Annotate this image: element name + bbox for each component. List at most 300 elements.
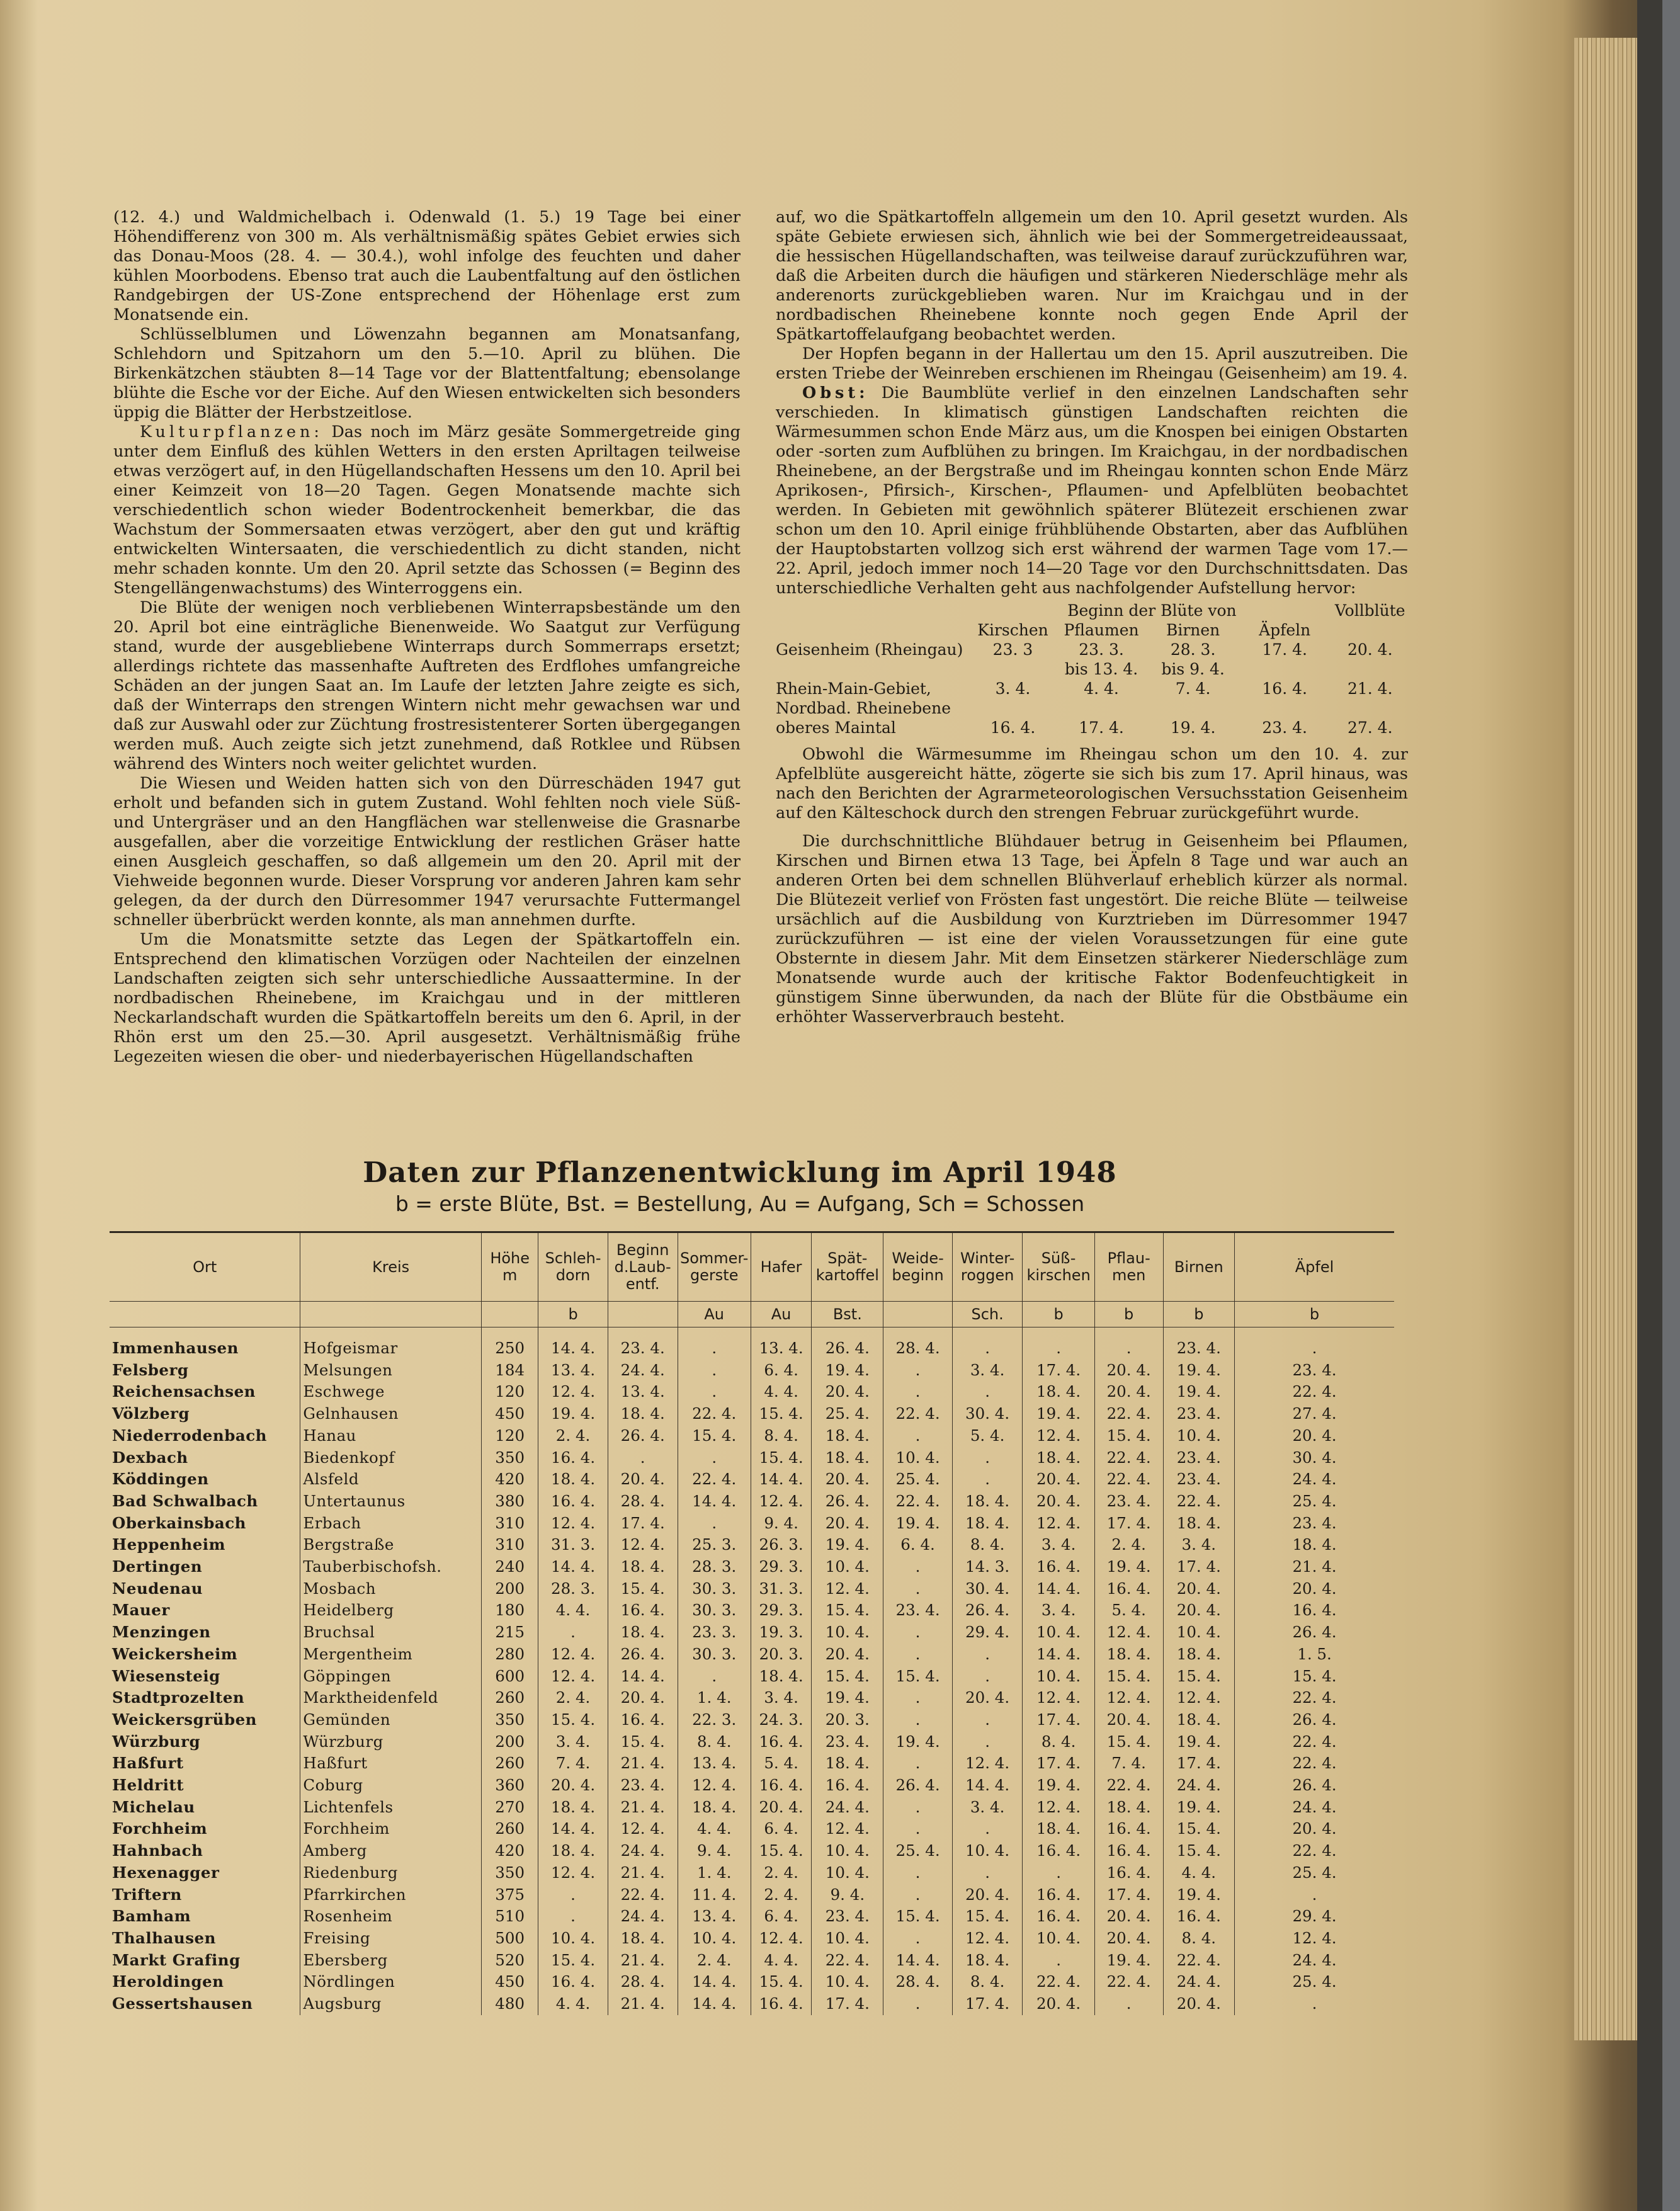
- table-cell: 21. 4.: [1235, 1556, 1394, 1578]
- table-row: [110, 1687, 1394, 1709]
- cell-kreis: Gemünden: [300, 1709, 482, 1731]
- paragraph: Obwohl die Wärmesumme im Rheingau schon um den 10. 4. zur Apfelblüte ausgereicht hätte, zögerte sie sich bis zum 17. April hinaus, was nach den Berichten der Agrarmeteorologischen Versuchsstation Geisenheim auf den Kälteschock durch den strengen Februar zurückgeführt wurde.: [776, 745, 1408, 822]
- table-cell: .: [883, 1884, 952, 1906]
- table-cell: 21. 4.: [608, 1797, 678, 1819]
- table-cell: 22. 3.: [678, 1709, 751, 1731]
- table-row: [110, 1775, 1394, 1797]
- table-cell: 15. 4.: [608, 1578, 678, 1600]
- table-cell: 22. 4.: [1163, 1950, 1235, 1972]
- table-cell: 18. 4.: [608, 1556, 678, 1578]
- table-cell: 10. 4.: [812, 1840, 883, 1862]
- table-cell: 120: [482, 1425, 538, 1447]
- column-unit: [482, 1302, 538, 1327]
- table-cell: 23. 4.: [812, 1906, 883, 1928]
- bloom-value: 4. 4.: [1084, 679, 1119, 698]
- table-cell: 260: [482, 1818, 538, 1840]
- table-row: [110, 1513, 1394, 1535]
- table-cell: 23. 4.: [883, 1600, 952, 1622]
- table-cell: 12. 4.: [952, 1928, 1023, 1950]
- table-cell: 18. 4.: [1235, 1534, 1394, 1556]
- table-cell: 24. 4.: [1235, 1950, 1394, 1972]
- table-cell: 5. 4.: [751, 1753, 811, 1775]
- bloom-value: 16. 4.: [1262, 679, 1307, 698]
- cell-ort: Weickersheim: [112, 1644, 238, 1663]
- table-cell: 12. 4.: [751, 1928, 811, 1950]
- cell-ort: Wiesensteig: [112, 1666, 220, 1685]
- cell-ort: Markt Grafing: [112, 1950, 241, 1969]
- right-column: [776, 208, 1408, 1027]
- table-cell: 22. 4.: [678, 1469, 751, 1491]
- table-cell: 22. 4.: [1094, 1447, 1163, 1469]
- paragraph: auf, wo die Spätkartoffeln allgemein um den 10. April gesetzt wurden. Als späte Gebiete erwiesen sich, ähnlich wie bei der Sommergetreideaussaat, die hessischen Hügellandschaften, was teilweise darauf zurückzuführen war, daß die Arbeiten durch die häufigen und stärkeren Niederschläge mehr als anderenorts zurückgeblieben waren. Nur im Kraichgau und in der nordbadischen Rheinebene konnte noch gegen Ende April der Spätkartoffelaufgang beobachtet werden.: [776, 208, 1408, 344]
- table-cell: 20. 4.: [1023, 1469, 1094, 1491]
- cell-ort: Gessertshausen: [112, 1994, 253, 2013]
- table-row: [110, 1556, 1394, 1578]
- table-row: [110, 1993, 1394, 2015]
- table-cell: 15. 4.: [812, 1666, 883, 1688]
- bloom-row: [776, 718, 1408, 737]
- table-cell: 7. 4.: [1094, 1753, 1163, 1775]
- table-cell: 10. 4.: [812, 1862, 883, 1884]
- table-cell: .: [1094, 1993, 1163, 2015]
- table-cell: .: [952, 1327, 1023, 1360]
- table-cell: 12. 4.: [1023, 1425, 1094, 1447]
- table-row: [110, 1534, 1394, 1556]
- table-cell: 16. 4.: [538, 1491, 608, 1513]
- table-cell: 17. 4.: [1163, 1753, 1235, 1775]
- table-cell: 12. 4.: [1023, 1687, 1094, 1709]
- cell-kreis: Amberg: [300, 1840, 482, 1862]
- table-cell: 16. 4.: [1023, 1556, 1094, 1578]
- table-cell: 600: [482, 1666, 538, 1688]
- table-cell: 20. 3.: [751, 1644, 811, 1666]
- table-cell: 18. 4.: [812, 1753, 883, 1775]
- table-cell: 23. 4.: [812, 1731, 883, 1753]
- table-cell: 10. 4.: [812, 1556, 883, 1578]
- table-cell: 350: [482, 1447, 538, 1469]
- paragraph: Die Wiesen und Weiden hatten sich von den Dürreschäden 1947 gut erholt und befanden sich in gutem Zustand. Wohl fehlten noch viele Süß- und Untergräser und an den Hangflächen war stellenweise die Grasnarbe ausgefallen, aber die vorzeitige Entwicklung der restlichen Gräser hatte einen Ausgleich geschaffen, so daß allgemein um den 20. April mit der Viehweide begonnen wurde. Dieser Vorsprung vor anderen Jahren kam sehr gelegen, da der durch den Dürresommer 1947 verursachte Futtermangel schneller überbrückt werden konnte, als man annehmen durfte.: [113, 774, 741, 929]
- table-cell: 23. 3.: [678, 1622, 751, 1644]
- table-cell: 23. 4.: [1163, 1327, 1235, 1360]
- cell-kreis: Ebersberg: [300, 1950, 482, 1972]
- column-unit: b: [538, 1302, 608, 1327]
- table-cell: .: [952, 1818, 1023, 1840]
- table-cell: 31. 3.: [538, 1534, 608, 1556]
- table-cell: 6. 4.: [751, 1906, 811, 1928]
- cell-kreis: Riedenburg: [300, 1862, 482, 1884]
- table-cell: 22. 4.: [1163, 1491, 1235, 1513]
- cell-ort: Hahnbach: [112, 1841, 203, 1860]
- table-cell: 13. 4.: [538, 1360, 608, 1382]
- table-cell: 16. 4.: [1094, 1818, 1163, 1840]
- table-cell: 22. 4.: [1235, 1731, 1394, 1753]
- table-cell: 20. 4.: [1094, 1360, 1163, 1382]
- table-cell: 22. 4.: [883, 1403, 952, 1425]
- table-cell: .: [678, 1447, 751, 1469]
- table-row: [110, 1469, 1394, 1491]
- table-row: [110, 1906, 1394, 1928]
- cell-ort: Würzburg: [112, 1732, 201, 1751]
- table-cell: 240: [482, 1556, 538, 1578]
- table-cell: .: [883, 1993, 952, 2015]
- table-cell: 20. 4.: [1023, 1491, 1094, 1513]
- table-cell: 15. 4.: [751, 1971, 811, 1993]
- cell-kreis: Würzburg: [300, 1731, 482, 1753]
- table-cell: .: [883, 1862, 952, 1884]
- table-cell: 9. 4.: [751, 1513, 811, 1535]
- table-cell: 26. 4.: [812, 1491, 883, 1513]
- table-cell: 18. 4.: [1163, 1513, 1235, 1535]
- table-cell: 30. 4.: [1235, 1447, 1394, 1469]
- column-unit: Au: [678, 1302, 751, 1327]
- table-cell: .: [538, 1906, 608, 1928]
- table-title-block: [107, 1156, 1398, 1216]
- table-cell: .: [952, 1862, 1023, 1884]
- table-cell: 10. 4.: [678, 1928, 751, 1950]
- cell-ort: Dertingen: [112, 1557, 203, 1576]
- table-cell: 19. 4.: [883, 1731, 952, 1753]
- table-row: [110, 1950, 1394, 1972]
- table-cell: 20. 4.: [952, 1687, 1023, 1709]
- table-cell: 12. 4.: [751, 1491, 811, 1513]
- table-cell: 4. 4.: [1163, 1862, 1235, 1884]
- bloom-value: 17. 4.: [1262, 640, 1307, 659]
- column-header: Kreis: [300, 1233, 482, 1302]
- column-unit: Sch.: [952, 1302, 1023, 1327]
- table-cell: 24. 3.: [751, 1709, 811, 1731]
- table-cell: .: [952, 1666, 1023, 1688]
- table-cell: .: [1023, 1950, 1094, 1972]
- table-cell: 16. 4.: [751, 1731, 811, 1753]
- paragraph-kulturpflanzen: [113, 423, 741, 598]
- table-cell: 21. 4.: [608, 1753, 678, 1775]
- column-unit: b: [1235, 1302, 1394, 1327]
- table-cell: 14. 4.: [952, 1775, 1023, 1797]
- column-header: Höhe m: [482, 1233, 538, 1302]
- table-cell: .: [678, 1360, 751, 1382]
- column-header: Schleh-dorn: [538, 1233, 608, 1302]
- table-row: [110, 1862, 1394, 1884]
- cell-kreis: Lichtenfels: [300, 1797, 482, 1819]
- table-cell: 20. 3.: [812, 1709, 883, 1731]
- table-row: [110, 1928, 1394, 1950]
- table-cell: 15. 4.: [812, 1600, 883, 1622]
- cell-kreis: Mosbach: [300, 1578, 482, 1600]
- table-cell: 22. 4.: [1094, 1469, 1163, 1491]
- table-cell: 6. 4.: [883, 1534, 952, 1556]
- table-cell: 12. 4.: [812, 1578, 883, 1600]
- cell-kreis: Tauberbischofsh.: [300, 1556, 482, 1578]
- cell-kreis: Bergstraße: [300, 1534, 482, 1556]
- table-cell: 2. 4.: [751, 1884, 811, 1906]
- cell-ort: Triftern: [112, 1885, 182, 1904]
- table-header-row: [110, 1233, 1394, 1302]
- cell-ort: Thalhausen: [112, 1928, 216, 1947]
- cell-kreis: Pfarrkirchen: [300, 1884, 482, 1906]
- table-cell: 12. 4.: [1235, 1928, 1394, 1950]
- table-cell: 13. 4.: [751, 1327, 811, 1360]
- cell-kreis: Coburg: [300, 1775, 482, 1797]
- table-cell: .: [883, 1753, 952, 1775]
- table-cell: 10. 4.: [1023, 1622, 1094, 1644]
- table-cell: 270: [482, 1797, 538, 1819]
- table-cell: 14. 4.: [538, 1327, 608, 1360]
- cell-ort: Bamham: [112, 1907, 191, 1926]
- bloom-value: 23. 4.: [1262, 719, 1307, 737]
- cell-kreis: Haßfurt: [300, 1753, 482, 1775]
- table-cell: 310: [482, 1513, 538, 1535]
- table-cell: 10. 4.: [812, 1622, 883, 1644]
- table-cell: 24. 4.: [1235, 1469, 1394, 1491]
- section-heading: Obst:: [802, 384, 869, 402]
- cell-ort: Oberkainsbach: [112, 1513, 246, 1532]
- paragraph: Schlüsselblumen und Löwenzahn begannen am Monatsanfang, Schlehdorn und Spitzahorn um den 5.—10. April zu blühen. Die Birkenkätzchen stäubten 8—14 Tage vor der Blattentfaltung; ebensolange blühte die Esche vor der Eiche. Auf den Wiesen entwickelten sich besonders üppig die Blätter der Herbstzeitlose.: [113, 325, 741, 422]
- table-cell: 380: [482, 1491, 538, 1513]
- cell-kreis: Bruchsal: [300, 1622, 482, 1644]
- table-cell: 20. 4.: [1094, 1928, 1163, 1950]
- cell-ort: Immenhausen: [112, 1339, 239, 1357]
- column-header: Winter-roggen: [952, 1233, 1023, 1302]
- table-cell: .: [952, 1447, 1023, 1469]
- bloom-row-sub: [776, 659, 1408, 679]
- table-units-row: [110, 1302, 1394, 1327]
- table-cell: 24. 4.: [608, 1840, 678, 1862]
- table-cell: .: [538, 1622, 608, 1644]
- table-cell: .: [952, 1381, 1023, 1403]
- table-cell: 10. 4.: [1023, 1666, 1094, 1688]
- table-cell: 20. 4.: [1163, 1993, 1235, 2015]
- table-cell: 18. 4.: [538, 1840, 608, 1862]
- table-cell: 13. 4.: [678, 1753, 751, 1775]
- table-cell: 10. 4.: [538, 1928, 608, 1950]
- table-cell: 20. 4.: [1163, 1600, 1235, 1622]
- bloom-value: 3. 4.: [995, 679, 1031, 698]
- table-cell: 14. 4.: [678, 1993, 751, 2015]
- table-cell: 22. 4.: [1235, 1753, 1394, 1775]
- table-cell: 420: [482, 1840, 538, 1862]
- table-cell: 21. 4.: [608, 1950, 678, 1972]
- table-cell: 15. 4.: [678, 1425, 751, 1447]
- cell-ort: Heppenheim: [112, 1535, 226, 1554]
- table-cell: 15. 4.: [1094, 1666, 1163, 1688]
- table-cell: 19. 4.: [1094, 1950, 1163, 1972]
- table-cell: 23. 4.: [1163, 1447, 1235, 1469]
- table-cell: 23. 4.: [1163, 1469, 1235, 1491]
- cell-ort: Mauer: [112, 1601, 170, 1620]
- table-cell: 26. 4.: [952, 1600, 1023, 1622]
- table-cell: 19. 4.: [812, 1360, 883, 1382]
- table-row: [110, 1403, 1394, 1425]
- cell-ort: Hexenagger: [112, 1863, 220, 1882]
- table-cell: 22. 4.: [812, 1950, 883, 1972]
- table-cell: 12. 4.: [538, 1862, 608, 1884]
- table-cell: 28. 4.: [883, 1327, 952, 1360]
- table-cell: 23. 4.: [1094, 1491, 1163, 1513]
- table-cell: 2. 4.: [538, 1687, 608, 1709]
- table-cell: 20. 4.: [812, 1469, 883, 1491]
- table-cell: 17. 4.: [608, 1513, 678, 1535]
- table-cell: 19. 4.: [538, 1403, 608, 1425]
- paragraph: (12. 4.) und Waldmichelbach i. Odenwald (1. 5.) 19 Tage bei einer Höhendifferenz von 300 m. Als verhältnismäßig spätes Gebiet erwies sich das Donau-Moos (28. 4. — 30.4.), wohl infolge des feuchten und daher kühlen Moorbodens. Ebenso trat auch die Laubentfaltung auf den östlichen Randgebirgen der US-Zone entsprechend der Höhenlage erst zum Monatsende ein.: [113, 208, 741, 324]
- table-cell: 21. 4.: [608, 1993, 678, 2015]
- table-cell: 15. 4.: [1235, 1666, 1394, 1688]
- table-cell: .: [883, 1381, 952, 1403]
- table-cell: 28. 3.: [538, 1578, 608, 1600]
- cell-ort: Neudenau: [112, 1579, 203, 1598]
- cell-kreis: Biedenkopf: [300, 1447, 482, 1469]
- table-cell: .: [1094, 1327, 1163, 1360]
- table-cell: 450: [482, 1403, 538, 1425]
- table-row: [110, 1622, 1394, 1644]
- table-cell: 27. 4.: [1235, 1403, 1394, 1425]
- column-unit: b: [1094, 1302, 1163, 1327]
- table-row: [110, 1360, 1394, 1382]
- table-cell: 350: [482, 1709, 538, 1731]
- page-gutter-shadow: [0, 0, 38, 2211]
- bloom-value: bis 13. 4.: [1064, 660, 1138, 678]
- cell-kreis: Freising: [300, 1928, 482, 1950]
- table-cell: 12. 4.: [538, 1644, 608, 1666]
- table-cell: 23. 4.: [608, 1327, 678, 1360]
- cell-ort: Heroldingen: [112, 1972, 224, 1991]
- cell-kreis: Nördlingen: [300, 1971, 482, 1993]
- table-cell: 25. 4.: [1235, 1491, 1394, 1513]
- table-cell: 350: [482, 1862, 538, 1884]
- column-header: Pflaumen: [1064, 621, 1139, 639]
- plant-development-table: [110, 1231, 1394, 2015]
- table-cell: 4. 4.: [538, 1600, 608, 1622]
- bloom-place: Nordbad. Rheinebene: [776, 699, 951, 717]
- cell-ort: Bad Schwalbach: [112, 1491, 258, 1510]
- table-row: [110, 1753, 1394, 1775]
- column-header: Weide-beginn: [883, 1233, 952, 1302]
- table-cell: 10. 4.: [1023, 1928, 1094, 1950]
- table-cell: 2. 4.: [678, 1950, 751, 1972]
- table-cell: .: [883, 1928, 952, 1950]
- table-cell: 15. 4.: [1094, 1425, 1163, 1447]
- table-cell: 17. 4.: [1163, 1556, 1235, 1578]
- table-cell: 26. 4.: [608, 1425, 678, 1447]
- table-cell: 19. 4.: [1023, 1775, 1094, 1797]
- table-cell: 22. 4.: [1094, 1403, 1163, 1425]
- table-cell: 17. 4.: [1023, 1709, 1094, 1731]
- table-cell: 20. 4.: [1235, 1578, 1394, 1600]
- table-cell: 18. 4.: [1023, 1818, 1094, 1840]
- table-cell: 8. 4.: [952, 1534, 1023, 1556]
- table-cell: 20. 4.: [952, 1884, 1023, 1906]
- table-row: [110, 1666, 1394, 1688]
- table-cell: 14. 4.: [608, 1666, 678, 1688]
- column-header: Äpfel: [1235, 1233, 1394, 1302]
- paragraph: Die Blüte der wenigen noch verbliebenen Winterrapsbestände um den 20. April bot eine einträgliche Bienenweide. Wo Saatgut zur Verfügung stand, wurde der ausgebliebene Winterraps durch Sommerraps ersetzt; allerdings richtete das massenhafte Auftreten des Erdflohes umfangreiche Schäden an der jungen Saat an. Im Laufe der letzten Jahre zeigte es sich, daß der Winterraps den strengen Wintern nicht mehr gewachsen war und daß zur Auswahl oder zur Züchtung frostresistenterer Sorten übergegangen werden muß. Auch zeigte sich jetzt zunehmend, daß Rotklee und Rübsen während des Winters noch weiter gelichtet wurden.: [113, 598, 741, 773]
- table-cell: 20. 4.: [812, 1513, 883, 1535]
- table-cell: 4. 4.: [538, 1993, 608, 2015]
- table-cell: 24. 4.: [1163, 1775, 1235, 1797]
- plant-development-table-wrapper: [110, 1231, 1394, 2015]
- table-cell: 12. 4.: [678, 1775, 751, 1797]
- table-cell: 260: [482, 1753, 538, 1775]
- paragraph: Um die Monatsmitte setzte das Legen der Spätkartoffeln ein. Entsprechend den klimatischen Vorzügen oder Nachteilen der einzelnen Landschaften zeigten sich sehr unterschiedliche Aussaattermine. In der nordbadischen Rheinebene, im Kraichgau und in der mittleren Neckarlandschaft wurden die Spätkartoffeln bereits um den 6. April, in der Rhön erst um den 25.—30. April ausgesetzt. Verhältnismäßig frühe Legezeiten wiesen die ober- und niederbayerischen Hügellandschaften: [113, 930, 741, 1066]
- table-cell: .: [1235, 1993, 1394, 2015]
- table-cell: 16. 4.: [1023, 1906, 1094, 1928]
- table-cell: 18. 4.: [1094, 1797, 1163, 1819]
- column-header: Ort: [110, 1233, 300, 1302]
- table-cell: 14. 4.: [538, 1556, 608, 1578]
- table-cell: 26. 4.: [1235, 1709, 1394, 1731]
- table-cell: 250: [482, 1327, 538, 1360]
- table-cell: 8. 4.: [751, 1425, 811, 1447]
- table-cell: 18. 4.: [608, 1403, 678, 1425]
- table-cell: .: [952, 1644, 1023, 1666]
- table-cell: 17. 4.: [812, 1993, 883, 2015]
- table-cell: 12. 4.: [538, 1513, 608, 1535]
- table-cell: 500: [482, 1928, 538, 1950]
- table-cell: 22. 4.: [1235, 1381, 1394, 1403]
- table-cell: 14. 3.: [952, 1556, 1023, 1578]
- table-cell: 16. 4.: [1163, 1906, 1235, 1928]
- table-cell: 23. 4.: [1235, 1513, 1394, 1535]
- table-cell: 15. 4.: [538, 1709, 608, 1731]
- table-cell: .: [883, 1360, 952, 1382]
- table-cell: 15. 4.: [883, 1906, 952, 1928]
- table-cell: 30. 3.: [678, 1644, 751, 1666]
- book-spine: [1662, 0, 1680, 2211]
- table-cell: 25. 3.: [678, 1534, 751, 1556]
- table-cell: 30. 3.: [678, 1600, 751, 1622]
- column-header: Beginn d.Laub-entf.: [608, 1233, 678, 1302]
- table-cell: 200: [482, 1731, 538, 1753]
- table-cell: 22. 4.: [883, 1491, 952, 1513]
- cell-kreis: Forchheim: [300, 1818, 482, 1840]
- table-cell: 22. 4.: [608, 1884, 678, 1906]
- column-unit: Bst.: [812, 1302, 883, 1327]
- table-cell: 28. 4.: [608, 1971, 678, 1993]
- column-unit: [883, 1302, 952, 1327]
- table-cell: 18. 4.: [1023, 1447, 1094, 1469]
- table-cell: 18. 4.: [952, 1491, 1023, 1513]
- table-cell: 12. 4.: [538, 1666, 608, 1688]
- table-cell: 18. 4.: [952, 1950, 1023, 1972]
- cell-ort: Dexbach: [112, 1448, 188, 1467]
- cell-ort: Menzingen: [112, 1623, 211, 1642]
- table-cell: 20. 4.: [1235, 1425, 1394, 1447]
- cell-kreis: Mergentheim: [300, 1644, 482, 1666]
- table-cell: 15. 4.: [1163, 1666, 1235, 1688]
- table-cell: 2. 4.: [538, 1425, 608, 1447]
- table-cell: .: [883, 1425, 952, 1447]
- table-cell: .: [538, 1884, 608, 1906]
- table-cell: 5. 4.: [952, 1425, 1023, 1447]
- table-cell: 510: [482, 1906, 538, 1928]
- table-cell: 19. 4.: [812, 1534, 883, 1556]
- bloom-dates-table: [776, 601, 1408, 737]
- table-cell: 14. 4.: [883, 1950, 952, 1972]
- table-cell: 420: [482, 1469, 538, 1491]
- table-cell: 22. 4.: [1023, 1971, 1094, 1993]
- table-title: Daten zur Pflanzenentwicklung im April 1948: [363, 1156, 1117, 1189]
- table-cell: 4. 4.: [751, 1381, 811, 1403]
- bloom-value: 23. 3.: [1079, 640, 1124, 659]
- table-cell: 3. 4.: [538, 1731, 608, 1753]
- table-cell: 17. 4.: [1023, 1753, 1094, 1775]
- table-cell: 14. 4.: [538, 1818, 608, 1840]
- table-row: [110, 1447, 1394, 1469]
- column-unit: [300, 1302, 482, 1327]
- table-cell: 310: [482, 1534, 538, 1556]
- bloom-value: 16. 4.: [990, 719, 1036, 737]
- table-cell: 24. 4.: [608, 1360, 678, 1382]
- table-cell: 20. 4.: [608, 1469, 678, 1491]
